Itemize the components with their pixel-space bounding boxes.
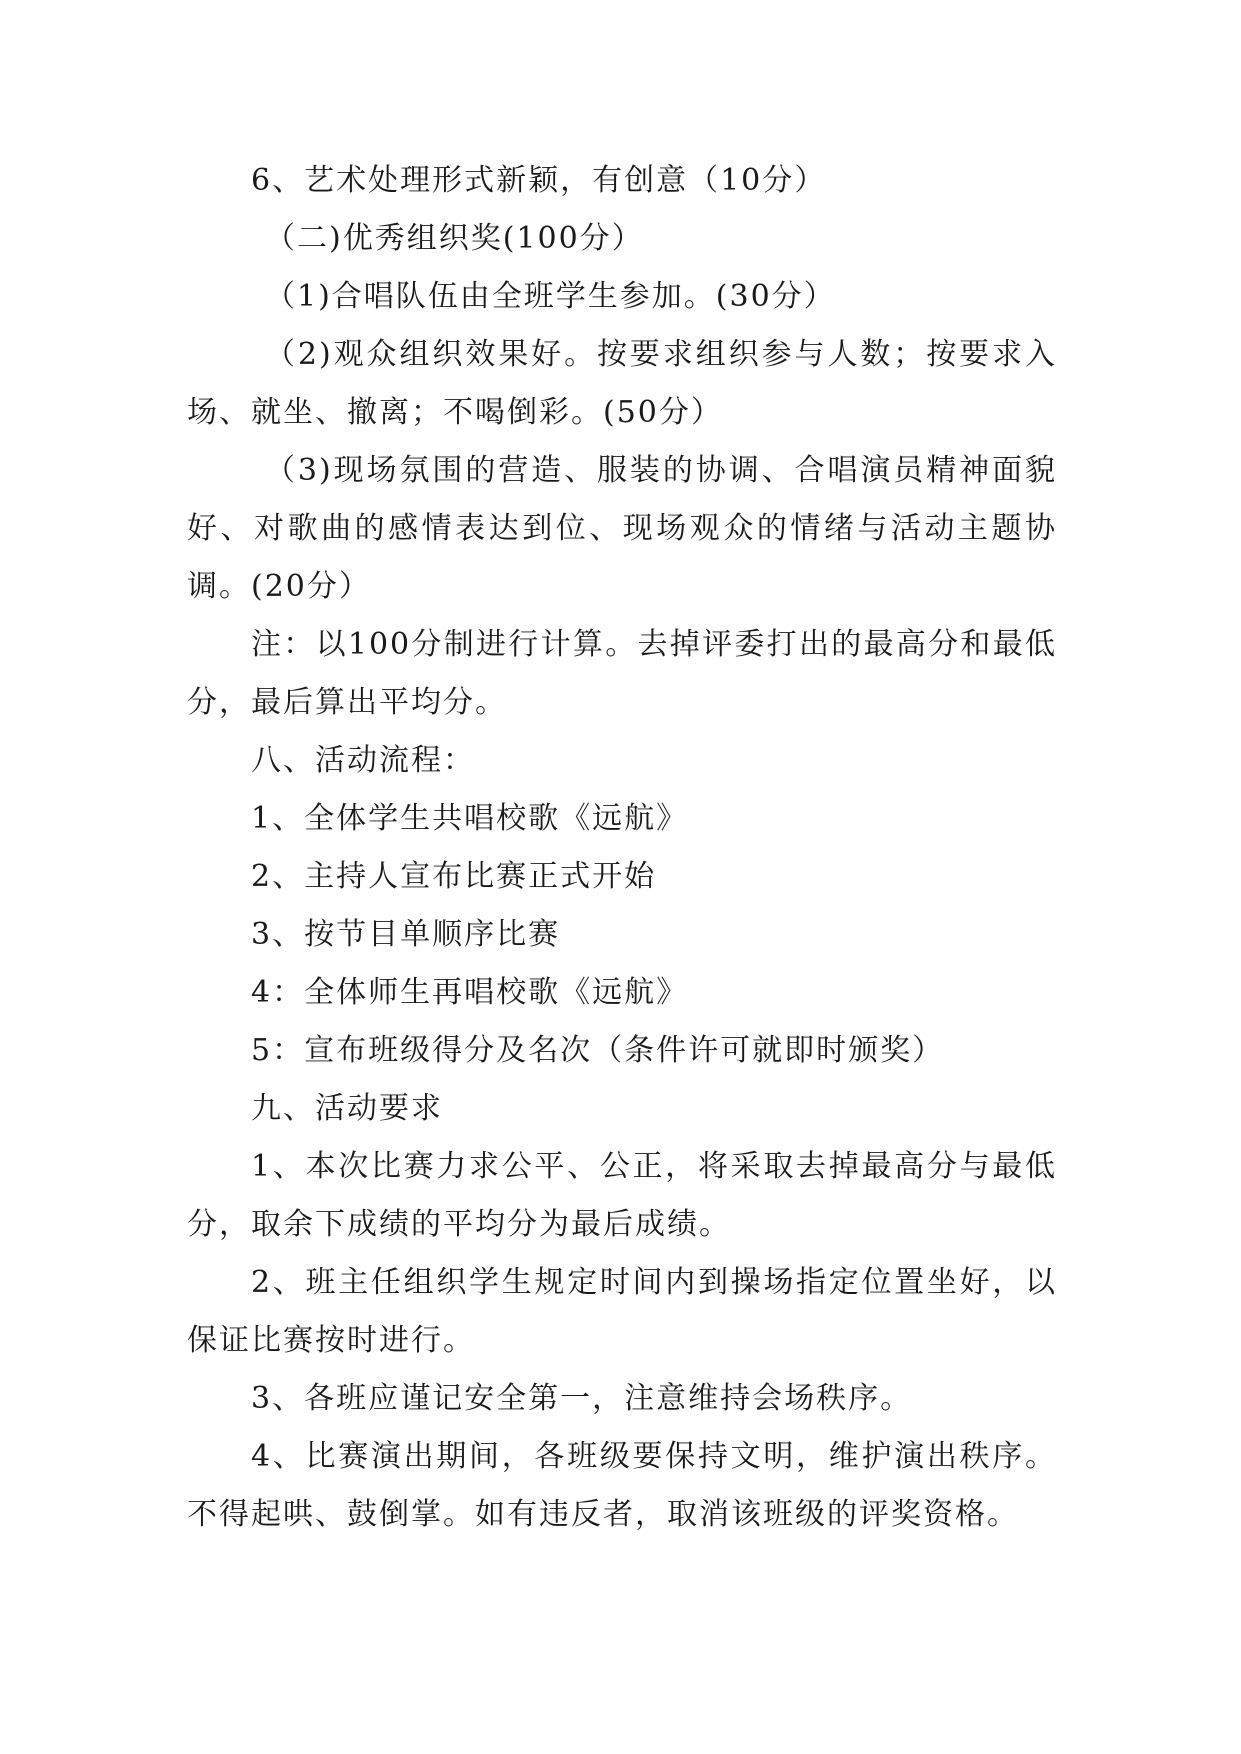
paragraph-art-treatment: 6、艺术处理形式新颖，有创意（10分） xyxy=(251,163,827,198)
paragraph-criterion-1: （1)合唱队伍由全班学生参加。(30分） xyxy=(265,279,836,314)
section-heading-activity-flow: 八、活动流程： xyxy=(251,743,475,778)
flow-item-4: 4：全体师生再唱校歌《远航》 xyxy=(251,975,689,1010)
requirement-4: 4、比赛演出期间，各班级要保持文明，维护演出秩序。不得起哄、鼓倒掌。如有违反者，取消该班级的评奖资格。 xyxy=(187,1439,1057,1532)
requirement-1: 1、本次比赛力求公平、公正，将采取去掉最高分与最低分，取余下成绩的平均分为最后成绩。 xyxy=(187,1149,1057,1242)
document-body xyxy=(187,152,1057,1544)
flow-item-2: 2、主持人宣布比赛正式开始 xyxy=(251,859,657,894)
requirement-2: 2、班主任组织学生规定时间内到操场指定位置坐好，以保证比赛按时进行。 xyxy=(187,1265,1057,1358)
requirement-3: 3、各班应谨记安全第一，注意维持会场秩序。 xyxy=(251,1381,913,1416)
section-heading-requirements: 九、活动要求 xyxy=(251,1091,443,1126)
paragraph-criterion-2: （2)观众组织效果好。按要求组织参与人数；按要求入场、就坐、撤离；不喝倒彩。(50分） xyxy=(187,337,1057,430)
paragraph-scoring-note: 注：以100分制进行计算。去掉评委打出的最高分和最低分，最后算出平均分。 xyxy=(187,627,1057,720)
flow-item-1: 1、全体学生共唱校歌《远航》 xyxy=(251,801,689,836)
flow-item-3: 3、按节目单顺序比赛 xyxy=(251,917,561,952)
paragraph-criterion-3: （3)现场氛围的营造、服装的协调、合唱演员精神面貌好、对歌曲的感情表达到位、现场观众的情绪与活动主题协调。(20分） xyxy=(187,453,1057,604)
paragraph-organization-award: （二)优秀组织奖(100分） xyxy=(265,221,644,256)
flow-item-5: 5：宣布班级得分及名次（条件许可就即时颁奖） xyxy=(251,1033,945,1068)
